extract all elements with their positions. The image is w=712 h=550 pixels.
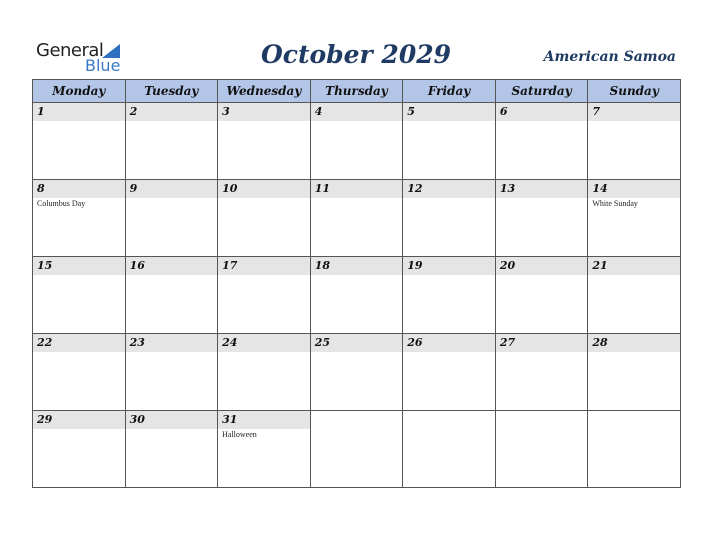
day-number: 30 bbox=[129, 413, 145, 426]
calendar-day-cell bbox=[33, 257, 126, 334]
calendar-day-cell bbox=[403, 257, 496, 334]
day-number: 28 bbox=[592, 336, 608, 349]
day-number bbox=[311, 411, 403, 413]
day-number: 18 bbox=[314, 259, 330, 272]
day-number: 26 bbox=[407, 336, 423, 349]
holiday-label bbox=[33, 429, 125, 430]
day-number: 27 bbox=[499, 336, 516, 349]
calendar-title: October 2029 bbox=[260, 40, 452, 69]
weekday-tuesday: Tuesday bbox=[125, 80, 218, 103]
day-number: 9 bbox=[129, 182, 138, 195]
date-band bbox=[311, 334, 403, 352]
calendar-day-cell bbox=[218, 334, 311, 411]
date-band bbox=[126, 103, 218, 121]
holiday-label bbox=[496, 121, 588, 122]
date-band bbox=[311, 411, 403, 429]
date-band bbox=[588, 180, 680, 198]
day-number: 3 bbox=[222, 105, 230, 118]
date-band bbox=[496, 334, 588, 352]
calendar-day-cell bbox=[125, 334, 218, 411]
holiday-label bbox=[588, 275, 680, 276]
date-band bbox=[496, 411, 588, 429]
calendar-day-cell bbox=[310, 103, 403, 180]
calendar-day-cell bbox=[588, 180, 681, 257]
day-number: 21 bbox=[592, 259, 608, 272]
day-number: 13 bbox=[499, 182, 516, 195]
holiday-label bbox=[403, 198, 495, 199]
day-number: 14 bbox=[592, 182, 608, 195]
holiday-label bbox=[311, 121, 403, 122]
day-number: 24 bbox=[222, 336, 238, 349]
calendar-day-cell bbox=[403, 103, 496, 180]
holiday-label bbox=[126, 198, 218, 199]
calendar-day-cell bbox=[33, 334, 126, 411]
holiday-label: White Sunday bbox=[592, 199, 638, 208]
date-band bbox=[403, 257, 495, 275]
calendar-grid bbox=[32, 79, 681, 488]
date-band bbox=[403, 180, 495, 198]
date-band bbox=[311, 103, 403, 121]
date-band bbox=[403, 103, 495, 121]
holiday-label bbox=[33, 121, 125, 122]
calendar-week-row bbox=[33, 411, 681, 488]
date-band bbox=[33, 257, 125, 275]
calendar-empty-cell bbox=[310, 411, 403, 488]
date-band bbox=[218, 334, 310, 352]
day-number: 2 bbox=[129, 105, 138, 118]
day-number: 4 bbox=[314, 105, 323, 118]
day-number bbox=[588, 411, 680, 413]
holiday-label bbox=[218, 121, 310, 122]
holiday-label bbox=[311, 198, 403, 199]
calendar-empty-cell bbox=[495, 411, 588, 488]
calendar-week-row bbox=[33, 334, 681, 411]
holiday-label bbox=[33, 352, 125, 353]
calendar-empty-cell bbox=[588, 411, 681, 488]
holiday-label bbox=[126, 275, 218, 276]
calendar-day-cell bbox=[310, 180, 403, 257]
weekday-wednesday: Wednesday bbox=[218, 80, 311, 103]
calendar-day-cell bbox=[310, 257, 403, 334]
date-band bbox=[588, 411, 680, 429]
holiday-label bbox=[311, 352, 403, 353]
day-number: 16 bbox=[129, 259, 145, 272]
holiday-label bbox=[126, 352, 218, 353]
date-band bbox=[496, 103, 588, 121]
calendar-day-cell bbox=[125, 180, 218, 257]
weekday-header-row bbox=[33, 80, 681, 103]
weekday-friday: Friday bbox=[403, 80, 496, 103]
holiday-label bbox=[403, 275, 495, 276]
calendar-day-cell bbox=[125, 103, 218, 180]
holiday-label bbox=[126, 429, 218, 430]
date-band bbox=[218, 257, 310, 275]
calendar-day-cell bbox=[403, 180, 496, 257]
day-number: 5 bbox=[407, 105, 415, 118]
holiday-label bbox=[496, 429, 588, 430]
day-number: 22 bbox=[37, 336, 53, 349]
holiday-label: Halloween bbox=[222, 430, 257, 439]
calendar-day-cell bbox=[33, 411, 126, 488]
weekday-sunday: Sunday bbox=[588, 80, 681, 103]
calendar-empty-cell bbox=[403, 411, 496, 488]
date-band bbox=[126, 180, 218, 198]
date-band bbox=[218, 411, 310, 429]
day-number: 8 bbox=[37, 182, 45, 195]
day-number: 11 bbox=[314, 182, 330, 195]
holiday-label bbox=[588, 121, 680, 122]
date-band bbox=[126, 334, 218, 352]
holiday-label bbox=[403, 121, 495, 122]
calendar-day-cell bbox=[125, 411, 218, 488]
date-band bbox=[33, 411, 125, 429]
day-number bbox=[496, 411, 588, 413]
calendar-day-cell bbox=[33, 103, 126, 180]
calendar-day-cell bbox=[588, 257, 681, 334]
day-number: 25 bbox=[314, 336, 330, 349]
calendar-day-cell bbox=[495, 257, 588, 334]
calendar-week-row bbox=[33, 180, 681, 257]
date-band bbox=[33, 180, 125, 198]
holiday-label: Columbus Day bbox=[37, 199, 86, 208]
calendar-day-cell bbox=[218, 411, 311, 488]
holiday-label bbox=[496, 198, 588, 199]
day-number: 6 bbox=[499, 105, 508, 118]
weekday-saturday: Saturday bbox=[495, 80, 588, 103]
date-band bbox=[126, 257, 218, 275]
day-number bbox=[403, 411, 495, 413]
date-band bbox=[311, 180, 403, 198]
date-band bbox=[588, 257, 680, 275]
holiday-label bbox=[311, 429, 403, 430]
holiday-label bbox=[218, 352, 310, 353]
calendar-weeks bbox=[33, 103, 681, 488]
date-band bbox=[126, 411, 218, 429]
date-band bbox=[403, 411, 495, 429]
day-number: 31 bbox=[222, 413, 238, 426]
day-number: 10 bbox=[222, 182, 238, 195]
date-band bbox=[496, 180, 588, 198]
logo-text-blue: Blue bbox=[85, 56, 121, 75]
weekday-thursday: Thursday bbox=[310, 80, 403, 103]
date-band bbox=[588, 103, 680, 121]
date-band bbox=[588, 334, 680, 352]
calendar-day-cell bbox=[495, 334, 588, 411]
calendar-week-row bbox=[33, 257, 681, 334]
calendar-week-row bbox=[33, 103, 681, 180]
day-number: 19 bbox=[407, 259, 423, 272]
holiday-label bbox=[403, 352, 495, 353]
holiday-label bbox=[126, 121, 218, 122]
day-number: 15 bbox=[37, 259, 53, 272]
date-band bbox=[311, 257, 403, 275]
date-band bbox=[218, 103, 310, 121]
holiday-label bbox=[218, 198, 310, 199]
logo-text-general: General bbox=[36, 40, 104, 61]
holiday-label bbox=[496, 275, 588, 276]
day-number: 7 bbox=[592, 105, 601, 118]
calendar-day-cell bbox=[495, 103, 588, 180]
day-number: 23 bbox=[129, 336, 145, 349]
calendar-day-cell bbox=[588, 103, 681, 180]
day-number: 17 bbox=[222, 259, 238, 272]
day-number: 1 bbox=[37, 105, 45, 118]
date-band bbox=[33, 103, 125, 121]
day-number: 20 bbox=[499, 259, 516, 272]
calendar-day-cell bbox=[310, 334, 403, 411]
holiday-label bbox=[588, 352, 680, 353]
calendar-day-cell bbox=[125, 257, 218, 334]
calendar-day-cell bbox=[495, 180, 588, 257]
holiday-label bbox=[218, 275, 310, 276]
holiday-label bbox=[311, 275, 403, 276]
date-band bbox=[403, 334, 495, 352]
date-band bbox=[496, 257, 588, 275]
calendar-day-cell bbox=[403, 334, 496, 411]
day-number: 29 bbox=[37, 413, 53, 426]
holiday-label bbox=[33, 275, 125, 276]
calendar-day-cell bbox=[218, 180, 311, 257]
date-band bbox=[218, 180, 310, 198]
holiday-label bbox=[588, 429, 680, 430]
calendar-day-cell bbox=[33, 180, 126, 257]
date-band bbox=[33, 334, 125, 352]
holiday-label bbox=[496, 352, 588, 353]
holiday-label bbox=[403, 429, 495, 430]
calendar-day-cell bbox=[588, 334, 681, 411]
weekday-monday: Monday bbox=[33, 80, 126, 103]
calendar-day-cell bbox=[218, 257, 311, 334]
calendar-day-cell bbox=[218, 103, 311, 180]
calendar-region: American Samoa bbox=[543, 49, 676, 65]
day-number: 12 bbox=[407, 182, 423, 195]
